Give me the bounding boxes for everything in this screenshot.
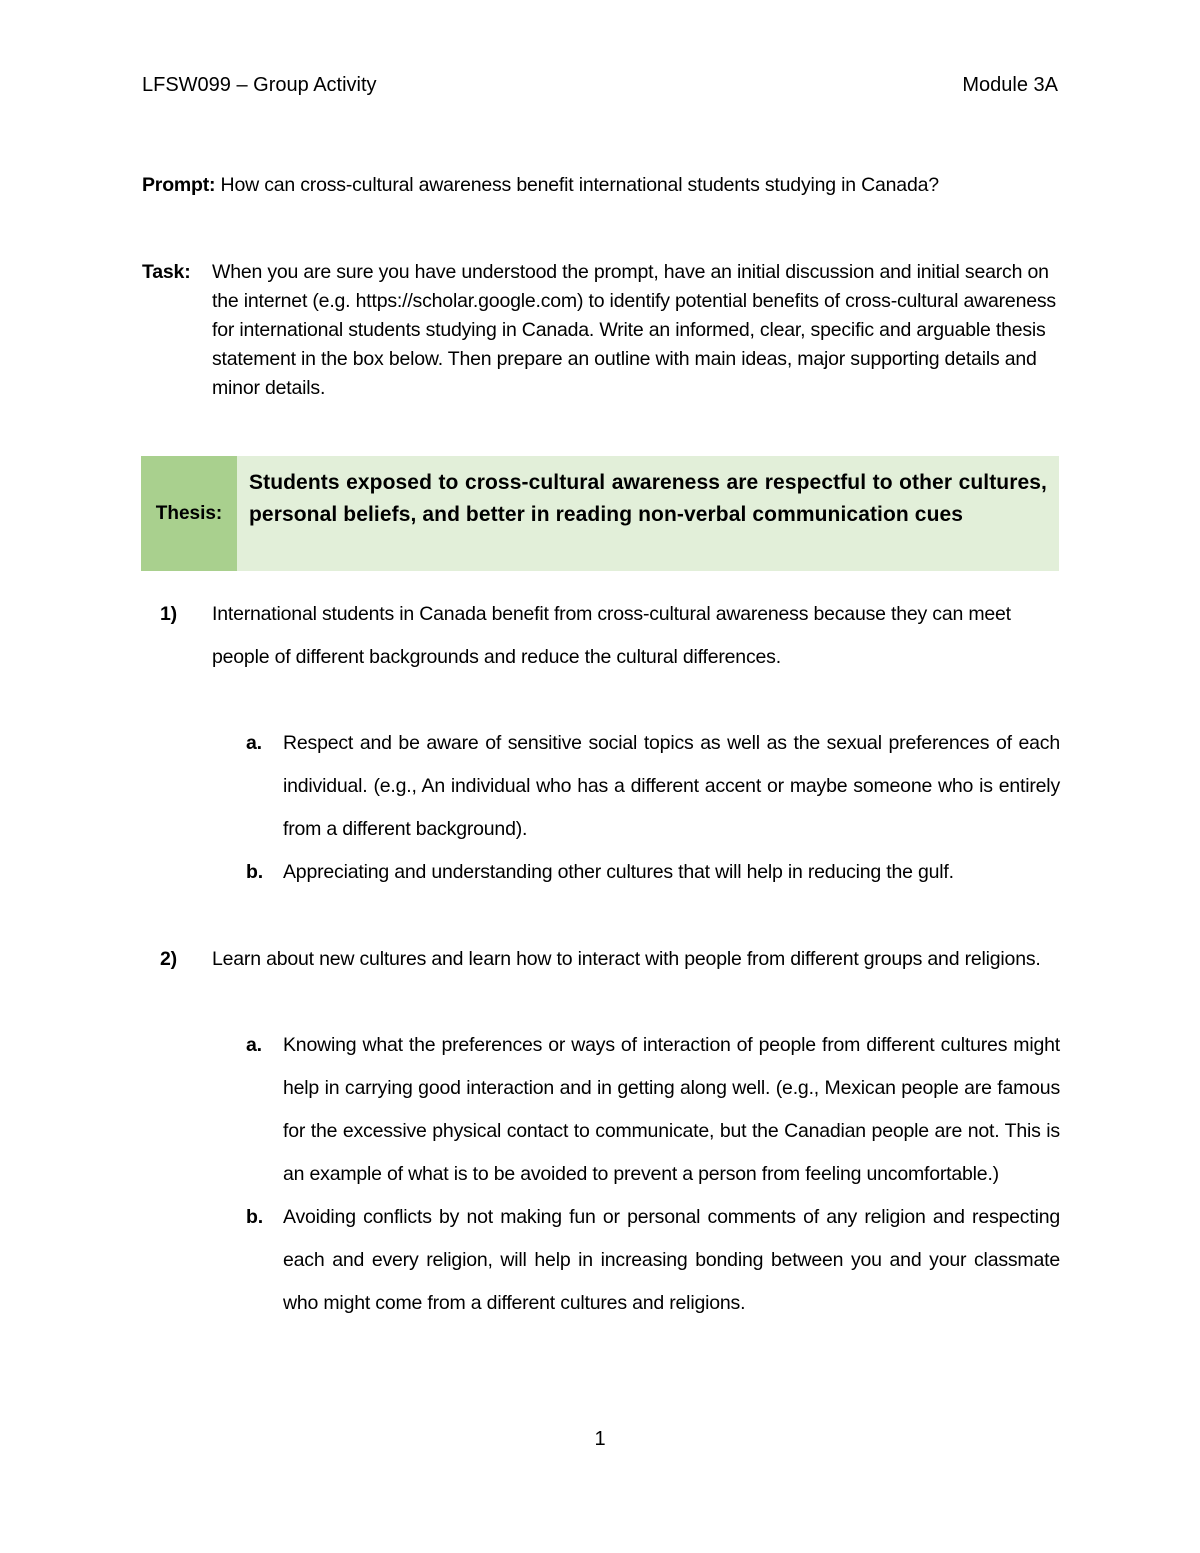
prompt-text: How can cross-cultural awareness benefit international students studying in Canada? (215, 174, 939, 196)
main-idea-number: 2) (160, 948, 177, 970)
task-paragraph (142, 258, 1060, 403)
detail-text: Appreciating and understanding other cultures that will help in reducing the gulf. (283, 861, 954, 883)
detail-letter: b. (246, 1206, 263, 1228)
outline-point-2 (142, 938, 1060, 1325)
page-number: 1 (594, 1428, 606, 1450)
outline-point-1 (142, 593, 1060, 894)
detail-letter: a. (246, 1034, 262, 1056)
supporting-detail-1b (142, 851, 1060, 894)
thesis-label: Thesis: (141, 456, 237, 571)
task-text: When you are sure you have understood the prompt, have an initial discussion and initial search on the internet (e.g. https://scholar.google.com) to identify potential benefits of cross-cultural awareness for international students studying in Canada. Write an informed, clear, specific and arguable thesis statement in the box below. Then prepare an outline with main ideas, major supporting details and minor details. (212, 261, 1056, 399)
main-idea-text: International students in Canada benefit from cross-cultural awareness because they can meet people of different backgrounds and reduce the cultural differences. (212, 603, 1011, 668)
detail-text: Knowing what the preferences or ways of interaction of people from different cultures might help in carrying good interaction and in getting along well. (e.g., Mexican people are famous for the excessive physical contact to communicate, but the Canadian people are not. This is an example of what is to be avoided to prevent a person from feeling uncomfortable.) (283, 1034, 1060, 1185)
detail-letter: b. (246, 861, 263, 883)
header-course-title: LFSW099 – Group Activity (142, 74, 377, 96)
supporting-detail-1a (142, 722, 1060, 851)
supporting-detail-2b (142, 1196, 1060, 1325)
supporting-detail-2a (142, 1024, 1060, 1196)
task-label: Task: (142, 261, 191, 283)
detail-letter: a. (246, 732, 262, 754)
main-idea-text: Learn about new cultures and learn how to interact with people from different groups and religions. (212, 948, 1041, 970)
thesis-statement: Students exposed to cross-cultural awareness are respectful to other cultures, personal beliefs, and better in reading non-verbal communication cues (237, 456, 1059, 571)
header-module: Module 3A (962, 74, 1058, 96)
detail-text: Avoiding conflicts by not making fun or personal comments of any religion and respecting each and every religion, will help in increasing bonding between you and your classmate who might come from a different cultures and religions. (283, 1206, 1060, 1314)
thesis-box (141, 456, 1059, 571)
main-idea-2 (142, 938, 1060, 981)
prompt-paragraph (142, 172, 1072, 198)
detail-text: Respect and be aware of sensitive social topics as well as the sexual preferences of each individual. (e.g., An individual who has a different accent or maybe someone who is entirely from a different background). (283, 732, 1060, 840)
prompt-label: Prompt: (142, 174, 216, 196)
main-idea-number: 1) (160, 603, 177, 625)
main-idea-1 (142, 593, 1060, 679)
